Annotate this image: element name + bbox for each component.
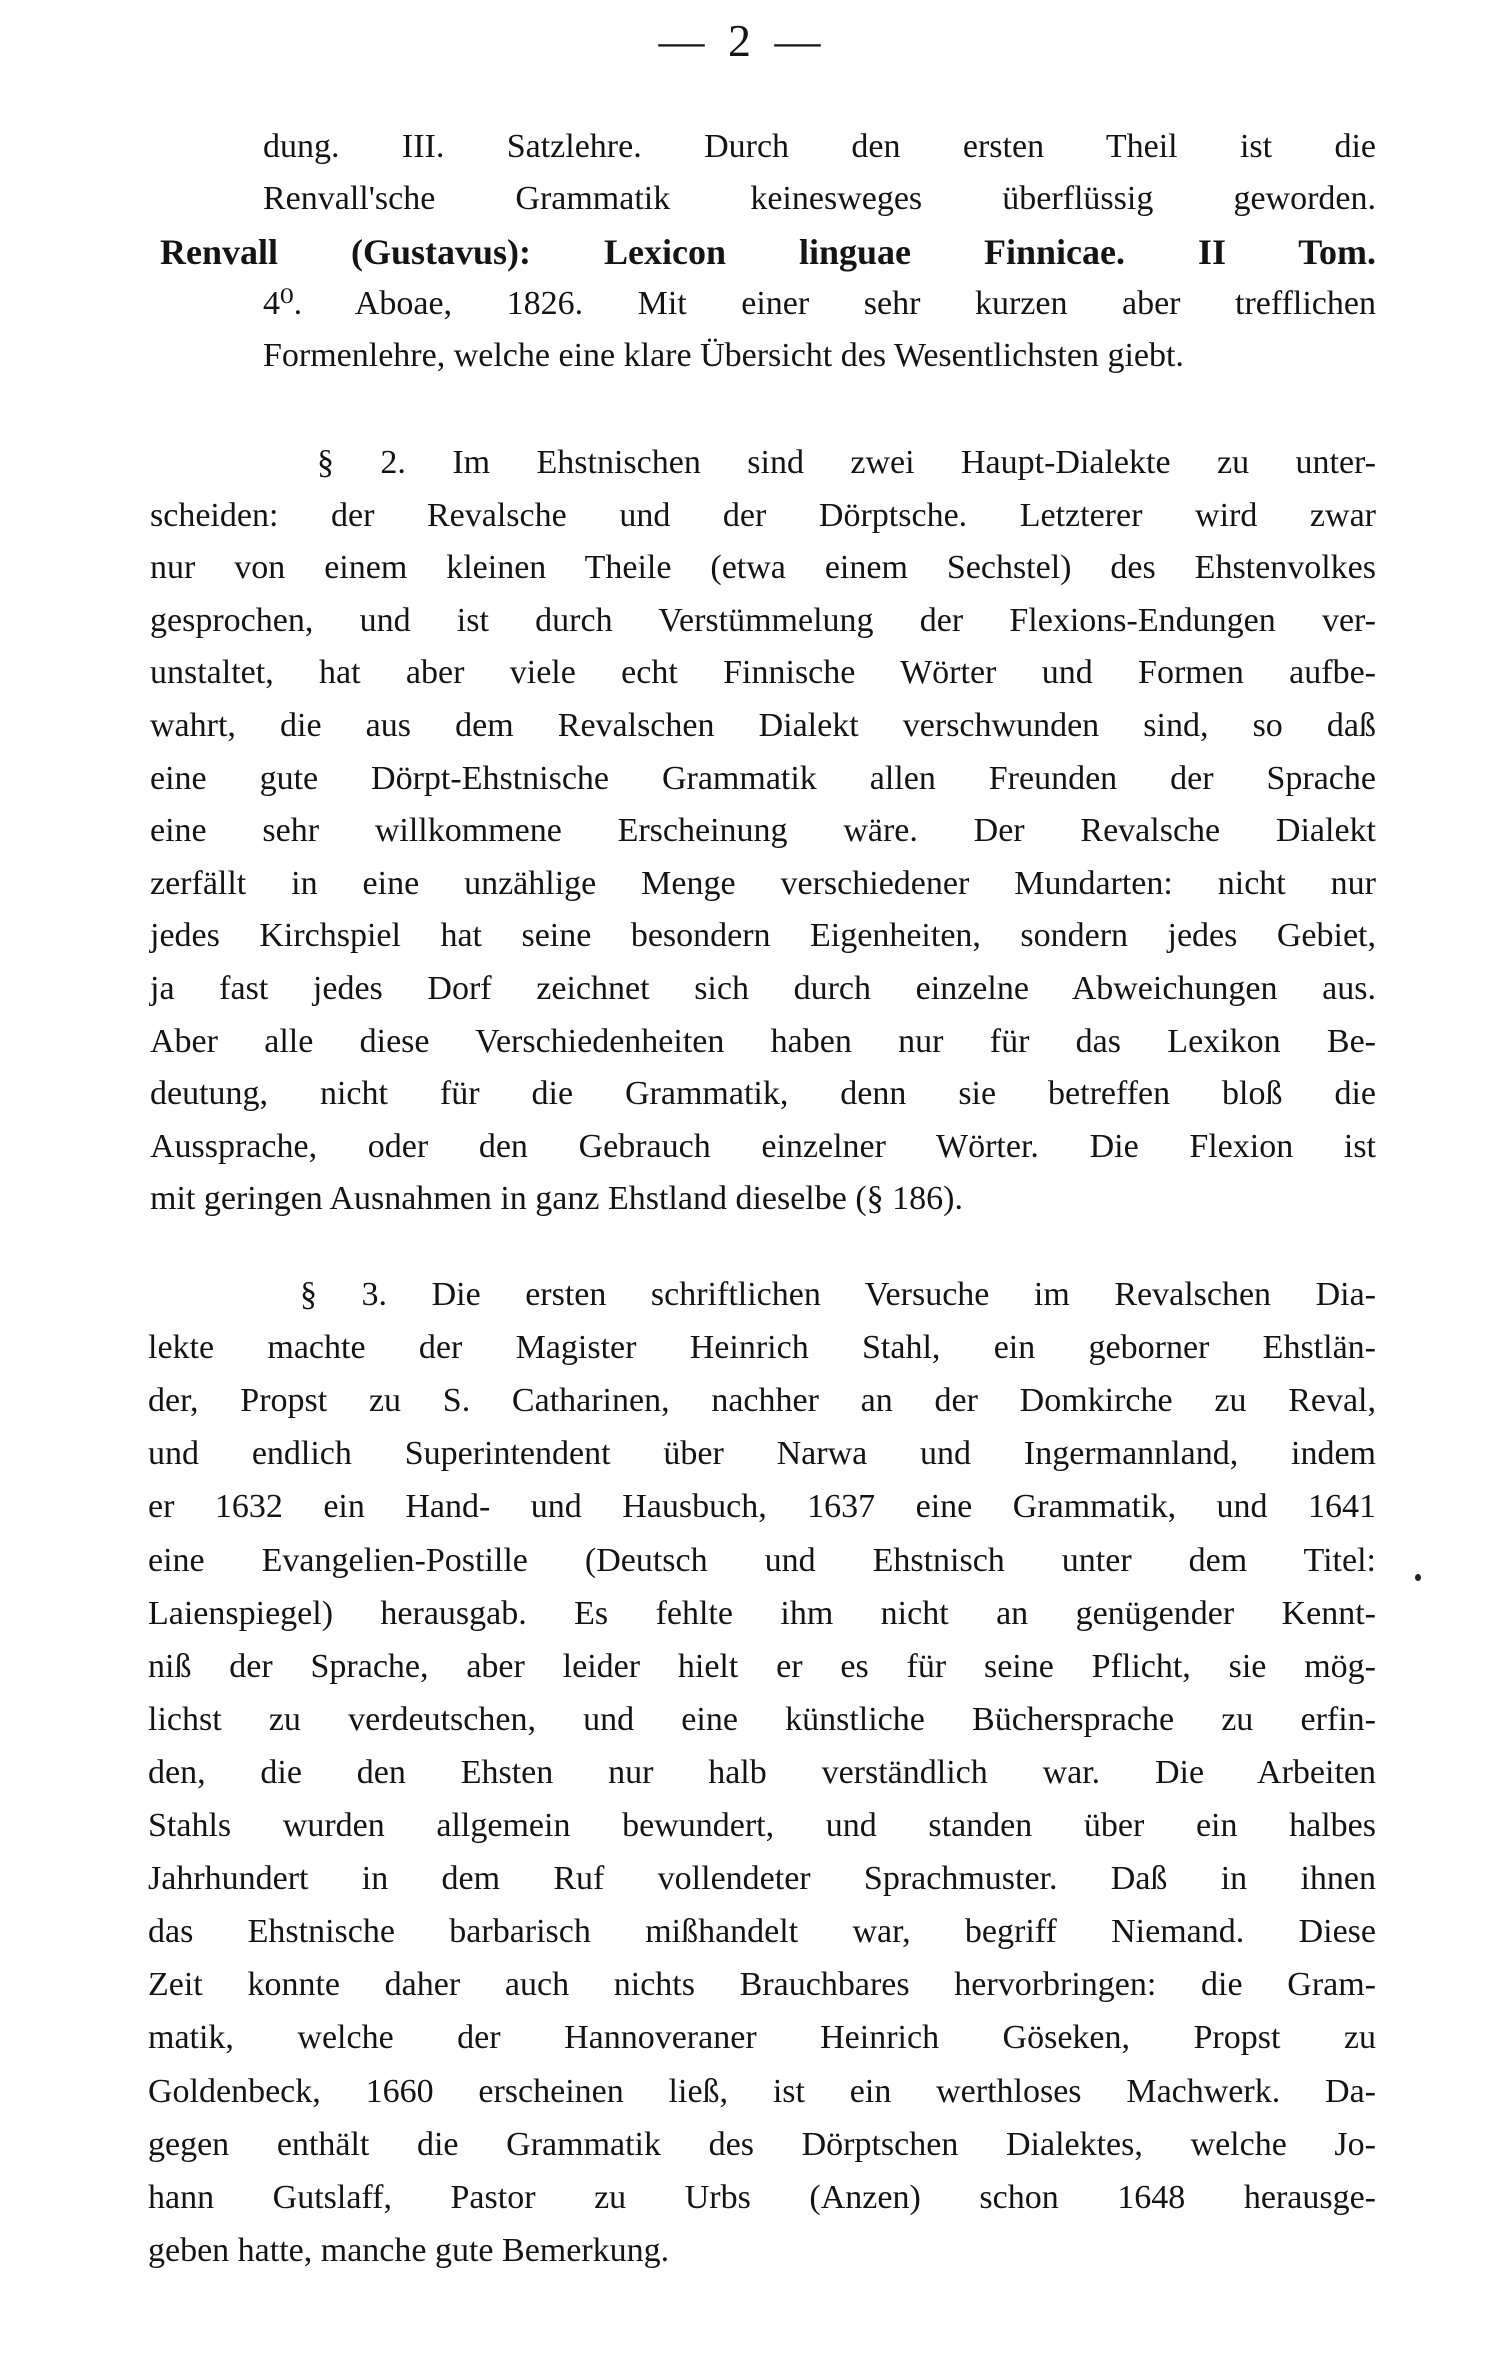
text-line: scheiden: der Revalsche und der Dörptsche. Letzterer wird zwar <box>150 496 1376 534</box>
text-line: eine sehr willkommene Erscheinung wäre. Der Revalsche Dialekt <box>150 812 1376 850</box>
text-line: eine gute Dörpt-Ehstnische Grammatik allen Freunden der Sprache <box>150 759 1376 797</box>
text-line: Renvall'sche Grammatik keinesweges überflüssig geworden. <box>263 180 1376 218</box>
text-line: Stahls wurden allgemein bewundert, und standen über ein halbes <box>148 1807 1376 1844</box>
text-line: mit geringen Ausnahmen in ganz Ehstland dieselbe (§ 186). <box>150 1180 963 1218</box>
text-line: das Ehstnische barbarisch mißhandelt war, begriff Niemand. Diese <box>148 1913 1376 1951</box>
text-line: er 1632 ein Hand- und Hausbuch, 1637 eine Grammatik, und 1641 <box>148 1488 1376 1526</box>
page-number: — 2 — <box>658 15 827 66</box>
text-line: Aber alle diese Verschiedenheiten haben nur für das Lexikon Be- <box>150 1022 1376 1060</box>
text-line: nur von einem kleinen Theile (etwa einem Sechstel) des Ehstenvolkes <box>150 549 1376 587</box>
text-line: 4⁰. Aboae, 1826. Mit einer sehr kurzen aber trefflichen <box>263 284 1376 322</box>
text-line: lichst zu verdeutschen, und eine künstliche Büchersprache zu erfin- <box>148 1700 1376 1738</box>
text-line: lekte machte der Magister Heinrich Stahl, ein geborner Ehstlän- <box>148 1329 1376 1367</box>
text-line: den, die den Ehsten nur halb verständlich war. Die Arbeiten <box>148 1753 1376 1791</box>
text-line: Zeit konnte daher auch nichts Brauchbares hervorbringen: die Gram- <box>148 1966 1376 2004</box>
text-line: hann Gutslaff, Pastor zu Urbs (Anzen) schon 1648 herausge- <box>148 2178 1376 2216</box>
text-line: Laienspiegel) herausgab. Es fehlte ihm nicht an genügender Kennt- <box>148 1594 1376 1632</box>
text-line: gegen enthält die Grammatik des Dörptschen Dialektes, welche Jo- <box>148 2125 1376 2163</box>
text-line: § 3. Die ersten schriftlichen Versuche im Revalschen Dia- <box>300 1276 1376 1313</box>
text-line: jedes Kirchspiel hat seine besondern Eigenheiten, sondern jedes Gebiet, <box>150 917 1376 955</box>
text-line: Goldenbeck, 1660 erscheinen ließ, ist ein werthloses Machwerk. Da- <box>148 2072 1376 2110</box>
text-line: eine Evangelien-Postille (Deutsch und Ehstnisch unter dem Titel: <box>148 1541 1376 1579</box>
text-line: Aussprache, oder den Gebrauch einzelner Wörter. Die Flexion ist <box>150 1127 1376 1165</box>
text-line: geben hatte, manche gute Bemerkung. <box>148 2231 670 2269</box>
margin-speck <box>1415 1574 1421 1581</box>
text-line: § 2. Im Ehstnischen sind zwei Haupt-Dialekte zu unter- <box>317 444 1376 481</box>
text-line: und endlich Superintendent über Narwa und Ingermannland, indem <box>148 1435 1376 1473</box>
text-line: Formenlehre, welche eine klare Übersicht des Wesentlichsten giebt. <box>263 337 1184 375</box>
text-line: Renvall (Gustavus): Lexicon linguae Finnicae. II Tom. <box>160 231 1376 272</box>
text-line: niß der Sprache, aber leider hielt er es für seine Pflicht, sie mög- <box>148 1647 1376 1685</box>
text-line: gesprochen, und ist durch Verstümmelung der Flexions-Endungen ver- <box>150 601 1376 639</box>
text-line: wahrt, die aus dem Revalschen Dialekt verschwunden sind, so daß <box>150 707 1376 744</box>
text-line: unstaltet, hat aber viele echt Finnische Wörter und Formen aufbe- <box>150 654 1376 692</box>
text-line: Jahrhundert in dem Ruf vollendeter Sprachmuster. Daß in ihnen <box>148 1860 1376 1898</box>
text-line: zerfällt in eine unzählige Menge verschiedener Mundarten: nicht nur <box>150 864 1376 902</box>
text-line: deutung, nicht für die Grammatik, denn sie betreffen bloß die <box>150 1075 1376 1113</box>
text-line: ja fast jedes Dorf zeichnet sich durch einzelne Abweichungen aus. <box>150 970 1376 1007</box>
text-line: der, Propst zu S. Catharinen, nachher an der Domkirche zu Reval, <box>148 1382 1376 1420</box>
text-line: dung. III. Satzlehre. Durch den ersten Theil ist die <box>263 128 1376 165</box>
text-line: matik, welche der Hannoveraner Heinrich Göseken, Propst zu <box>148 2019 1376 2057</box>
